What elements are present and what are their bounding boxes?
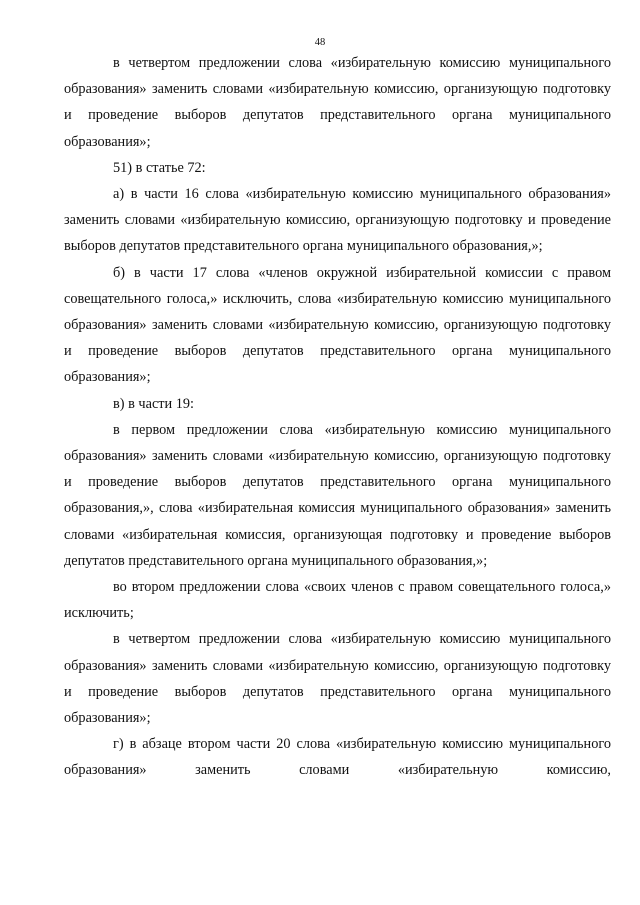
paragraph: во втором предложении слова «своих членов с правом совещательного голоса,» исключить; [64,579,611,622]
document-body [64,50,611,784]
page-number: 48 [314,37,326,48]
paragraph: в четвертом предложении слова «избирательную комиссию муниципального образования» заменить словами «избирательную комиссию, организующую подготовку и проведение выборов депутатов представительного органа муниципального образования»; [64,631,611,727]
paragraph: 51) в статье 72: [113,159,206,176]
paragraph: в) в части 19: [113,395,195,412]
paragraph: в четвертом предложении слова «избирательную комиссию муниципального образования» заменить словами «избирательную комиссию, организующую подготовку и проведение выборов депутатов представительного органа муниципального образования»; [64,55,611,150]
paragraph: в первом предложении слова «избирательную комиссию муниципального образования» заменить словами «избирательную комиссию, организующую подготовку и проведение выборов депутатов представительного органа муниципального образования,», слова «избирательная комиссия муниципального образования» заменить словами «избирательная комиссия, организующая подготовку и проведение выборов депутатов представительного органа муниципального образования,»; [64,421,611,569]
paragraph: б) в части 17 слова «членов окружной избирательной комиссии с правом совещательного голоса,» исключить, слова «избирательную комиссию муниципального образования» заменить словами «избирательную комиссию, организующую подготовку и проведение выборов депутатов представительного органа муниципального образования»; [64,264,611,386]
paragraph: а) в части 16 слова «избирательную комиссию муниципального образования» заменить словами «избирательную комиссию, организующую подготовку и проведение выборов депутатов представительного органа муниципального образования,»; [64,186,611,255]
paragraph: г) в абзаце втором части 20 слова «избирательную комиссию муниципального образования» заменить словами «избирательную комиссию, [64,736,611,779]
